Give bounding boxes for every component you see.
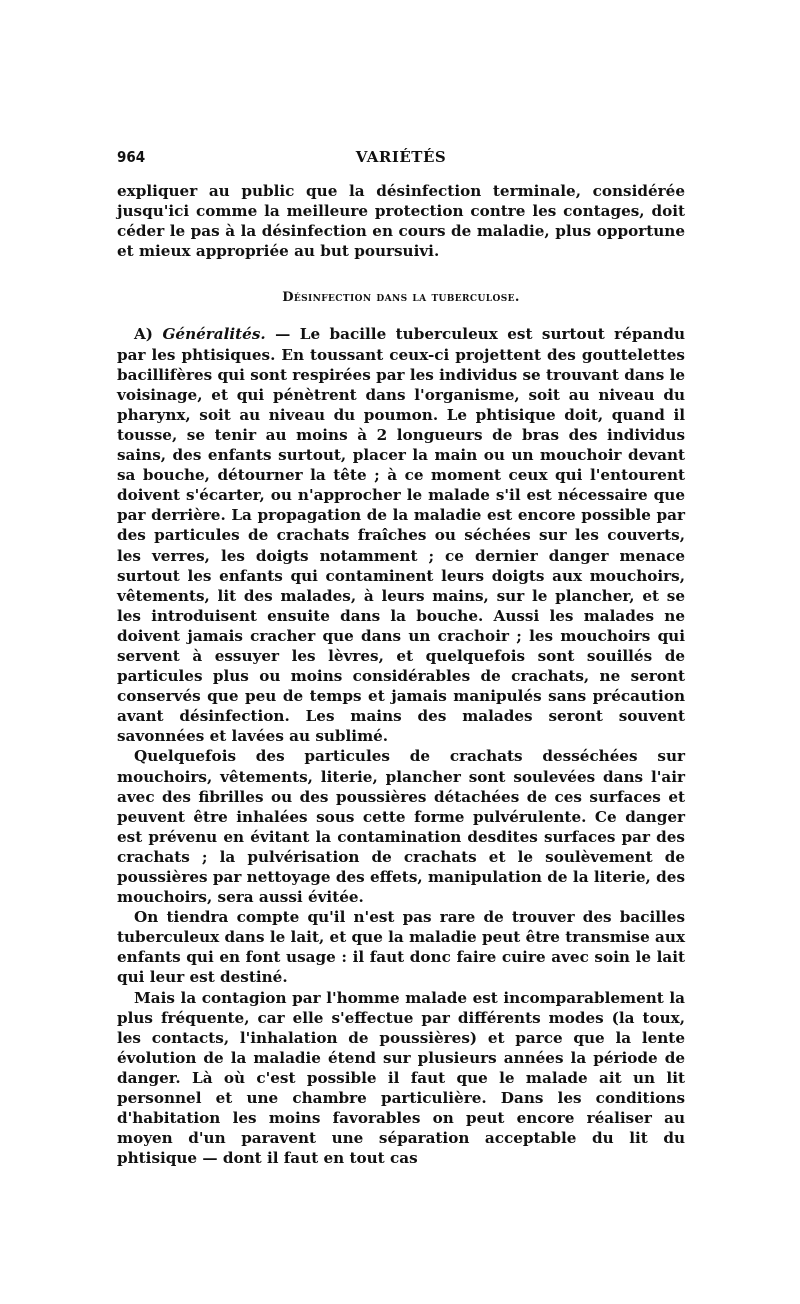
subsection-label: Généralités. bbox=[162, 325, 266, 344]
running-title: VARIÉTÉS bbox=[355, 148, 447, 166]
paragraph-text: Le bacille tuberculeux est surtout répandu par les phtisiques. En toussant ceux-ci projettent des gouttelettes bacillifères qui sont respirées par les individus se trouvant dans le voisinage, et qui pénètrent dans l'organisme, soit au niveau du pharynx, soit au niveau du poumon. Le phtisique doit, quand il tousse, se tenir au moins à 2 longueurs de bras des individus sains, des enfants surtout, placer la main ou un mouchoir devant sa bouche, détourner la tête ; à ce moment ceux qui l'entourent doivent s'écarter, ou n'approcher le malade s'il est nécessaire que par derrière. La propagation de la maladie est encore possible par des particules de crachats fraîches ou séchées sur les couverts, les verres, les doigts notamment ; ce dernier danger menace surtout les enfants qui contaminent leurs doigts aux mouchoirs, vêtements, lit des malades, à leurs mains, sur le plancher, et se les introduisent ensuite dans la bouche. Aussi les malades ne doivent jamais cracher que dans un crachoir ; les mouchoirs qui servent à essuyer les lèvres, et quelquefois sont souillés de particules plus ou moins considérables de crachats, ne seront conservés que peu de temps et jamais manipulés sans précaution avant désinfection. Les mains des malades seront souvent savonnées et lavées au sublimé. bbox=[117, 325, 685, 746]
paragraph: On tiendra compte qu'il n'est pas rare de trouver des bacilles tuberculeux dans le lait, et que la maladie peut être transmise aux enfants qui en font usage : il faut donc faire cuire avec soin le lait qui leur est destiné. bbox=[117, 908, 685, 987]
paragraph-generalites bbox=[117, 324, 685, 746]
section-heading: Désinfection dans la tuberculose. bbox=[282, 290, 520, 306]
subsection-dash: — bbox=[265, 325, 300, 344]
paragraph: Quelquefois des particules de crachats desséchées sur mouchoirs, vêtements, literie, plancher sont soulevées dans l'air avec des fibrilles ou des poussières détachées de ces surfaces et peuvent être inhalées sous cette forme pulvérulente. Ce danger est prévenu en évitant la contamination desdites surfaces par des crachats ; la pulvérisation de crachats et le soulèvement de poussières par nettoyage des effets, manipulation de la literie, des mouchoirs, sera aussi évitée. bbox=[117, 747, 685, 907]
paragraph: Mais la contagion par l'homme malade est incomparablement la plus fréquente, car elle s'effectue par différents modes (la toux, les contacts, l'inhalation de poussières) et parce que la lente évolution de la maladie étend sur plusieurs années la période de danger. Là où c'est possible il faut que le malade ait un lit personnel et une chambre particulière. Dans les conditions d'habitation les moins favorables on peut encore réaliser au moyen d'un paravent une séparation acceptable du lit du phtisique — dont il faut en tout cas bbox=[117, 988, 685, 1168]
running-head bbox=[117, 148, 685, 168]
subsection-prefix: A) bbox=[134, 325, 153, 344]
paragraph-intro: expliquer au public que la désinfection terminale, considérée jusqu'ici comme la meilleure protection contre les contages, doit céder le pas à la désinfection en cours de maladie, plus opportune et mieux appropriée au but poursuivi. bbox=[117, 182, 685, 261]
body-text bbox=[117, 181, 685, 1168]
page-number: 964 bbox=[117, 148, 146, 166]
